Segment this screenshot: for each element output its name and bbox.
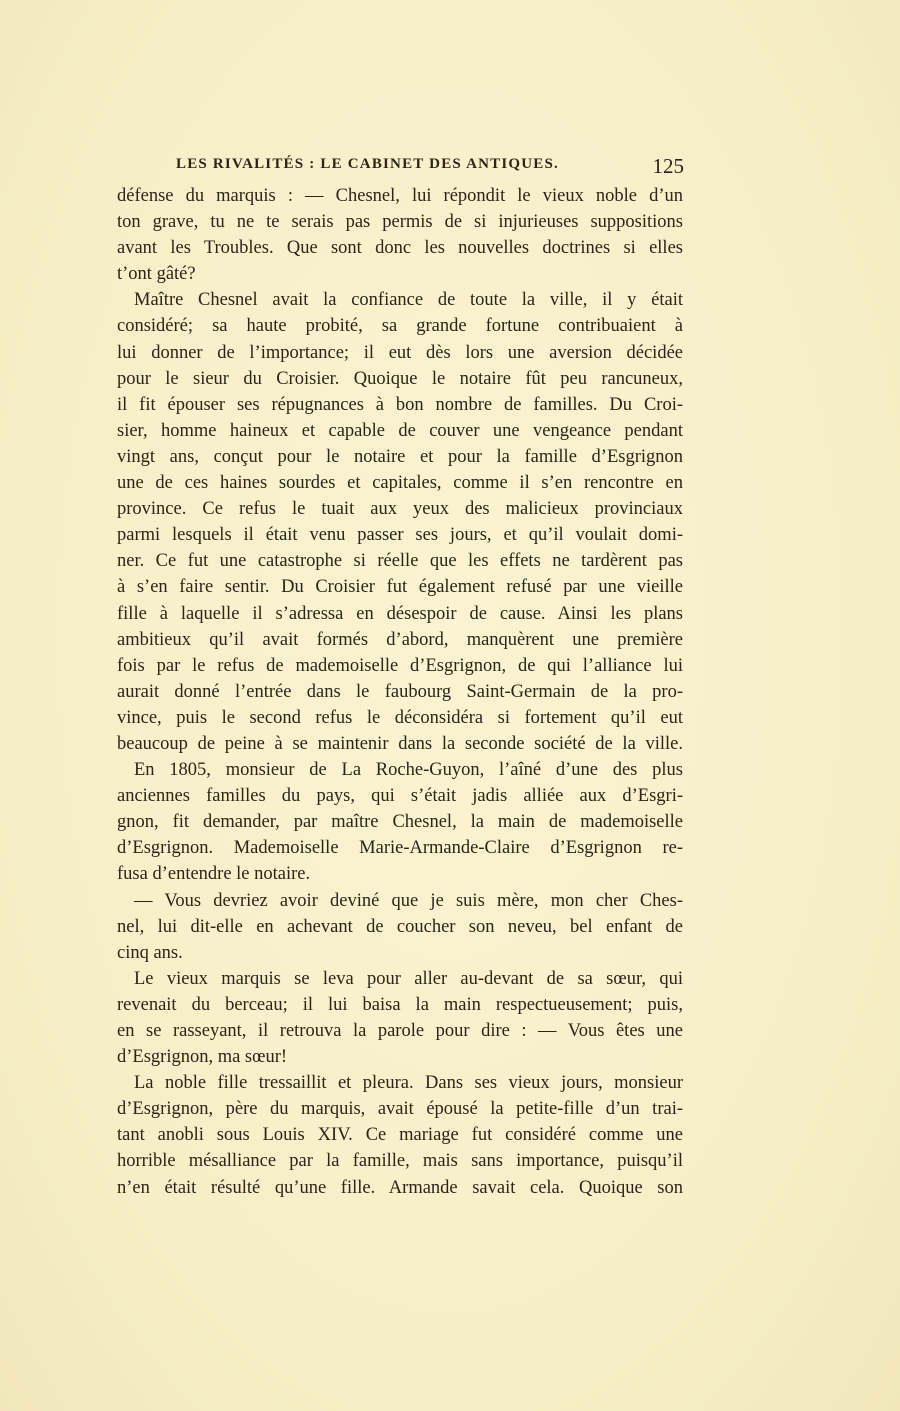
text-line: sier, homme haineux et capable de couver une vengeance pendant	[117, 420, 683, 441]
text-line: ambitieux qu’il avait formés d’abord, manquèrent une première	[117, 629, 683, 650]
text-line: avant les Troubles. Que sont donc les nouvelles doctrines si elles	[117, 238, 683, 259]
text-line: province. Ce refus le tuait aux yeux des malicieux provinciaux	[117, 499, 683, 520]
text-line: fusa d’entendre le notaire.	[117, 864, 311, 885]
text-line: vingt ans, conçut pour le notaire et pour la famille d’Esgrignon	[117, 446, 683, 467]
text-line: considéré; sa haute probité, sa grande fortune contribuaient à	[117, 316, 683, 337]
text-line: une de ces haines sourdes et capitales, comme il s’en rencontre en	[117, 473, 683, 494]
text-line: défense du marquis : — Chesnel, lui répondit le vieux noble d’un	[117, 186, 683, 206]
text-line: cinq ans.	[117, 942, 183, 963]
text-line: t’ont gâté?	[117, 264, 196, 285]
text-line: fille à laquelle il s’adressa en désespoir de cause. Ainsi les plans	[117, 603, 683, 624]
text-line: en se rasseyant, il retrouva la parole pour dire : — Vous êtes une	[117, 1021, 683, 1041]
text-line: Le vieux marquis se leva pour aller au-devant de sa sœur, qui	[134, 968, 683, 989]
text-line: ner. Ce fut une catastrophe si réelle que les effets ne tardèrent pas	[117, 551, 683, 572]
text-line: tant anobli sous Louis XIV. Ce mariage fut considéré comme une	[117, 1125, 683, 1146]
text-line: La noble fille tressaillit et pleura. Dans ses vieux jours, monsieur	[134, 1073, 683, 1094]
text-line: — Vous devriez avoir deviné que je suis mère, mon cher Ches-	[134, 890, 683, 911]
text-line: nel, lui dit-elle en achevant de coucher son neveu, bel enfant de	[117, 916, 683, 937]
text-line: parmi lesquels il était venu passer ses jours, et qu’il voulait domi-	[117, 525, 683, 546]
page-number: 125	[652, 154, 684, 178]
running-title: LES RIVALITÉS : LE CABINET DES ANTIQUES.	[176, 156, 559, 172]
text-line: d’Esgrignon, ma sœur!	[117, 1047, 288, 1068]
text-line: beaucoup de peine à se maintenir dans la seconde société de la ville.	[117, 733, 683, 754]
text-line: horrible mésalliance par la famille, mais sans importance, puisqu’il	[117, 1151, 683, 1172]
text-line: lui donner de l’importance; il eut dès lors une aversion décidée	[117, 342, 683, 363]
text-line: à s’en faire sentir. Du Croisier fut également refusé par une vieille	[117, 577, 683, 598]
text-line: revenait du berceau; il lui baisa la main respectueusement; puis,	[117, 994, 683, 1015]
text-line: Maître Chesnel avait la confiance de toute la ville, il y était	[134, 290, 683, 311]
text-line: il fit épouser ses répugnances à bon nombre de familles. Du Croi-	[117, 394, 683, 415]
text-line: n’en était résulté qu’une fille. Armande savait cela. Quoique son	[117, 1177, 683, 1198]
text-line: d’Esgrignon, père du marquis, avait épousé la petite-fille d’un trai-	[117, 1099, 683, 1120]
text-line: gnon, fit demander, par maître Chesnel, la main de mademoiselle	[117, 812, 683, 833]
page-header	[176, 154, 684, 180]
text-line: pour le sieur du Croisier. Quoique le notaire fût peu rancuneux,	[117, 368, 683, 389]
text-line: fois par le refus de mademoiselle d’Esgrignon, de qui l’alliance lui	[117, 655, 683, 676]
text-line: aurait donné l’entrée dans le faubourg Saint-Germain de la pro-	[117, 681, 683, 702]
text-line: anciennes familles du pays, qui s’était jadis alliée aux d’Esgri-	[117, 786, 683, 807]
text-line: vince, puis le second refus le déconsidéra si fortement qu’il eut	[117, 707, 683, 728]
text-line: En 1805, monsieur de La Roche-Guyon, l’aîné d’une des plus	[134, 760, 683, 781]
text-line: d’Esgrignon. Mademoiselle Marie-Armande-Claire d’Esgrignon re-	[117, 838, 683, 859]
text-line: ton grave, tu ne te serais pas permis de si injurieuses suppositions	[117, 212, 683, 233]
body-text	[117, 183, 683, 1201]
